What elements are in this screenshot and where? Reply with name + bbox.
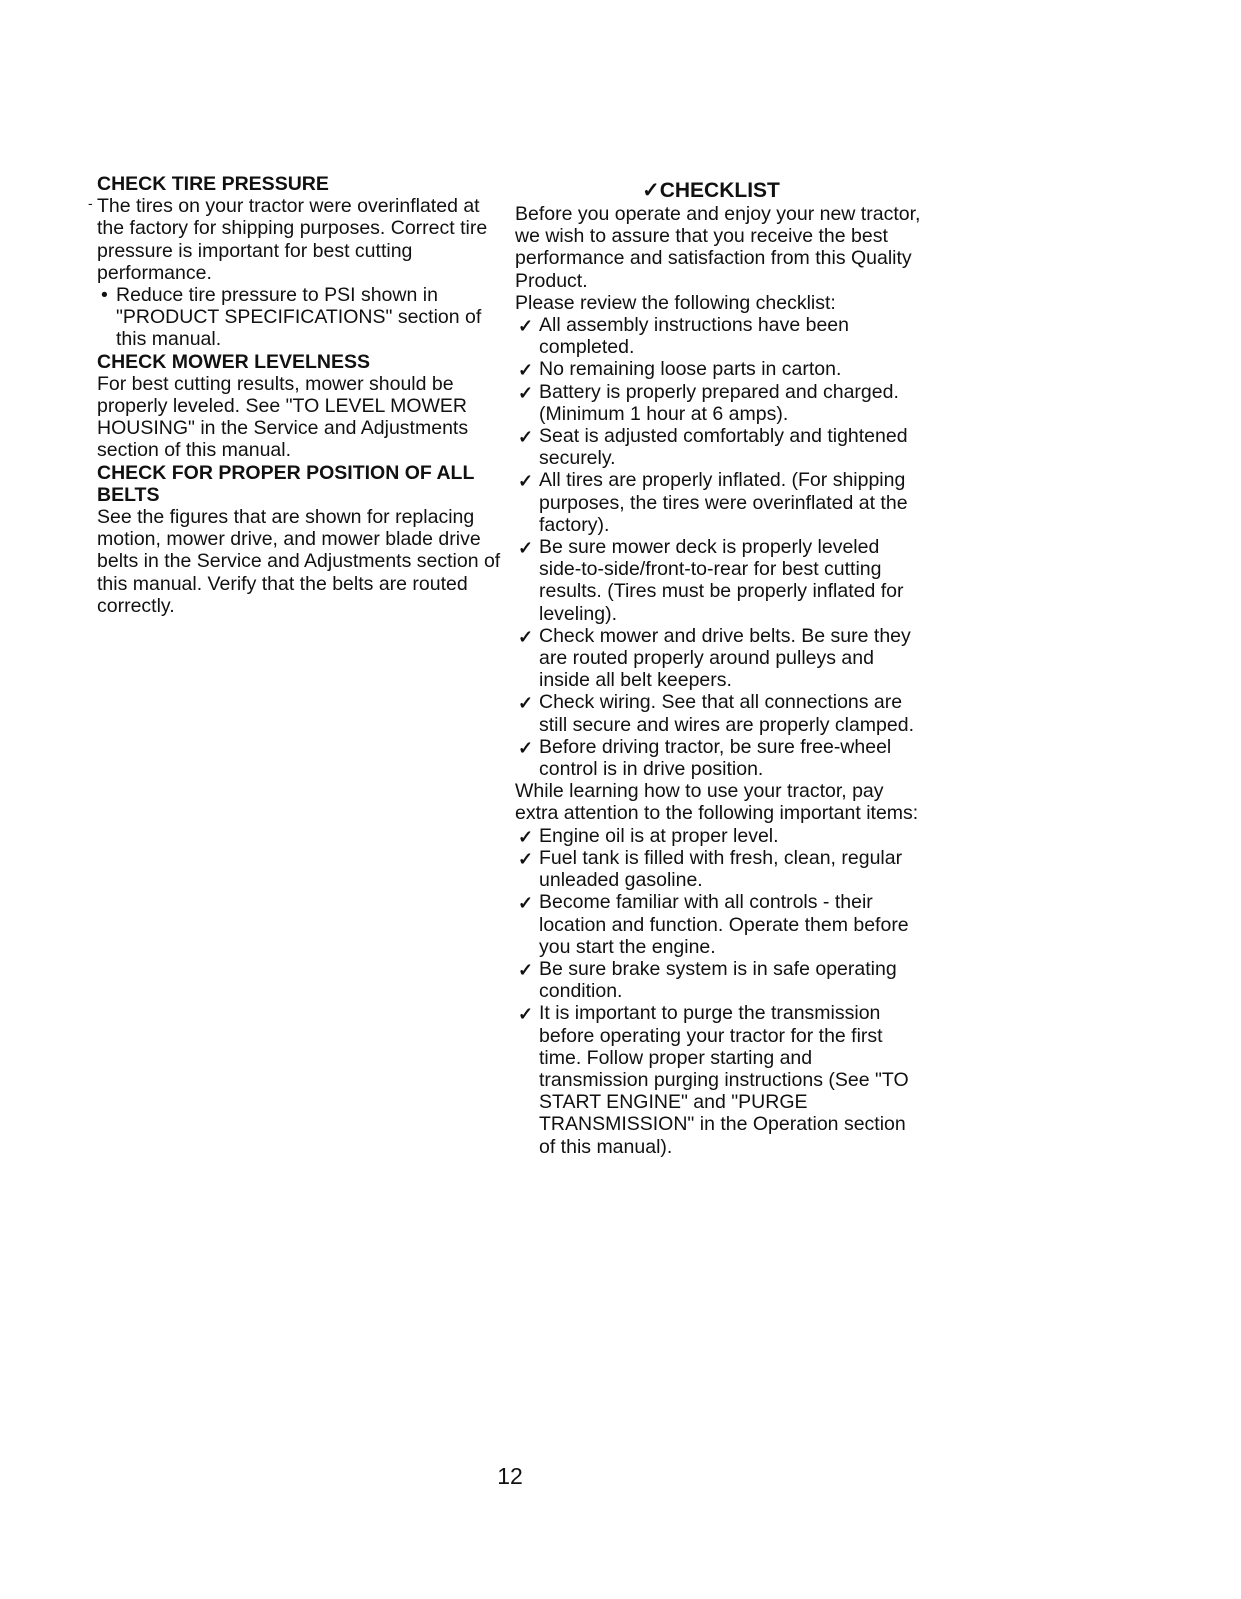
learning-item	[515, 958, 925, 1002]
checklist-item-text: All assembly instructions have been completed.	[539, 314, 849, 359]
checkmark-icon: ✓	[518, 826, 534, 847]
checklist-item	[515, 381, 925, 425]
checklist-title	[515, 179, 925, 203]
tire-pressure-heading: CHECK TIRE PRESSURE	[97, 173, 329, 195]
tire-pressure-bullet	[97, 284, 502, 351]
checkmark-icon: ✓	[518, 316, 534, 337]
checklist-item	[515, 425, 925, 469]
right-column	[515, 179, 925, 1158]
checklist-item-text: Battery is properly prepared and charged. (Minimum 1 hour at 6 amps).	[539, 380, 899, 425]
learning-item-text: Engine oil is at proper level.	[539, 824, 779, 847]
belts-paragraph: See the figures that are shown for replacing motion, mower drive, and mower blade drive belts in the Service and Adjustments section of this manual. Verify that the belts are routed correctly.	[97, 506, 501, 617]
bullet-icon: •	[101, 284, 108, 307]
checklist-item-text: All tires are properly inflated. (For shipping purposes, the tires were overinflated at the factory).	[539, 469, 908, 536]
checklist-item	[515, 736, 925, 780]
checklist-item-text: Be sure mower deck is properly leveled side-to-side/front-to-rear for best cutting results. (Tires must be properly inflated for leveling).	[539, 536, 904, 625]
page-number: 12	[497, 1463, 523, 1489]
checklist-item-text: Check wiring. See that all connections are still secure and wires are properly clamped.	[539, 691, 914, 736]
checkmark-icon: ✓	[518, 360, 534, 381]
tire-pressure-bullet-text: Reduce tire pressure to PSI shown in "PRODUCT SPECIFICATIONS" section of this manual.	[116, 284, 482, 351]
checklist-review-prompt: Please review the following checklist:	[515, 291, 836, 314]
tire-pressure-paragraph: The tires on your tractor were overinflated at the factory for shipping purposes. Correct tire pressure is important for best cutting performance.	[97, 195, 488, 284]
checkmark-icon: ✓	[518, 626, 534, 647]
checklist-item-text: Before driving tractor, be sure free-wheel control is in drive position.	[539, 735, 892, 781]
checkmark-icon: ✓	[518, 959, 534, 980]
checklist-item	[515, 536, 925, 625]
learning-item	[515, 891, 925, 958]
checkmark-icon: ✓	[518, 382, 534, 403]
checkmark-icon: ✓	[518, 1004, 534, 1025]
checkmark-icon: ✓	[518, 893, 534, 914]
checkmark-icon: ✓	[642, 179, 660, 202]
learning-item-text: Be sure brake system is in safe operating condition.	[539, 957, 897, 1003]
checklist-item	[515, 469, 925, 536]
mower-levelness-heading: CHECK MOWER LEVELNESS	[97, 350, 371, 373]
checklist-item	[515, 625, 925, 692]
checklist-item-text: Seat is adjusted comfortably and tightened securely.	[539, 425, 908, 470]
checklist-item	[515, 691, 925, 735]
checkmark-icon: ✓	[518, 427, 534, 448]
checkmark-icon: ✓	[518, 848, 534, 869]
learning-item	[515, 825, 925, 847]
checkmark-icon: ✓	[518, 737, 534, 758]
learning-prompt: While learning how to use your tractor, pay extra attention to the following important items:	[515, 780, 919, 825]
learning-item-text: Fuel tank is filled with fresh, clean, regular unleaded gasoline.	[539, 846, 903, 892]
checkmark-icon: ✓	[518, 693, 534, 714]
left-column	[97, 173, 502, 617]
mower-levelness-paragraph: For best cutting results, mower should be properly leveled. See "TO LEVEL MOWER HOUSING" in the Service and Adjustments section of this manual.	[97, 372, 469, 462]
checklist-item-text: No remaining loose parts in carton.	[539, 358, 842, 381]
checklist-intro: Before you operate and enjoy your new tractor, we wish to assure that you receive the best performance and satisfaction from this Quality Product.	[515, 203, 921, 292]
checklist-title-text: CHECKLIST	[659, 179, 780, 202]
learning-item-text: Become familiar with all controls - their location and function. Operate them before you start the engine.	[539, 891, 909, 958]
checklist-item	[515, 358, 925, 380]
checklist-item	[515, 314, 925, 358]
learning-item-text: It is important to purge the transmission before operating your tractor for the first time. Follow proper starting and transmission purging instructions (See "TO START ENGINE" and "PURGE TRANSMISSION" in the Operation section of this manual).	[539, 1002, 909, 1158]
checkmark-icon: ✓	[518, 471, 534, 492]
checkmark-icon: ✓	[518, 538, 534, 559]
learning-item	[515, 1002, 925, 1157]
learning-item	[515, 847, 925, 891]
belts-heading: CHECK FOR PROPER POSITION OF ALL BELTS	[97, 461, 475, 506]
checklist-item-text: Check mower and drive belts. Be sure they are routed properly around pulleys and inside all belt keepers.	[539, 624, 911, 692]
stray-mark: -	[88, 195, 93, 211]
